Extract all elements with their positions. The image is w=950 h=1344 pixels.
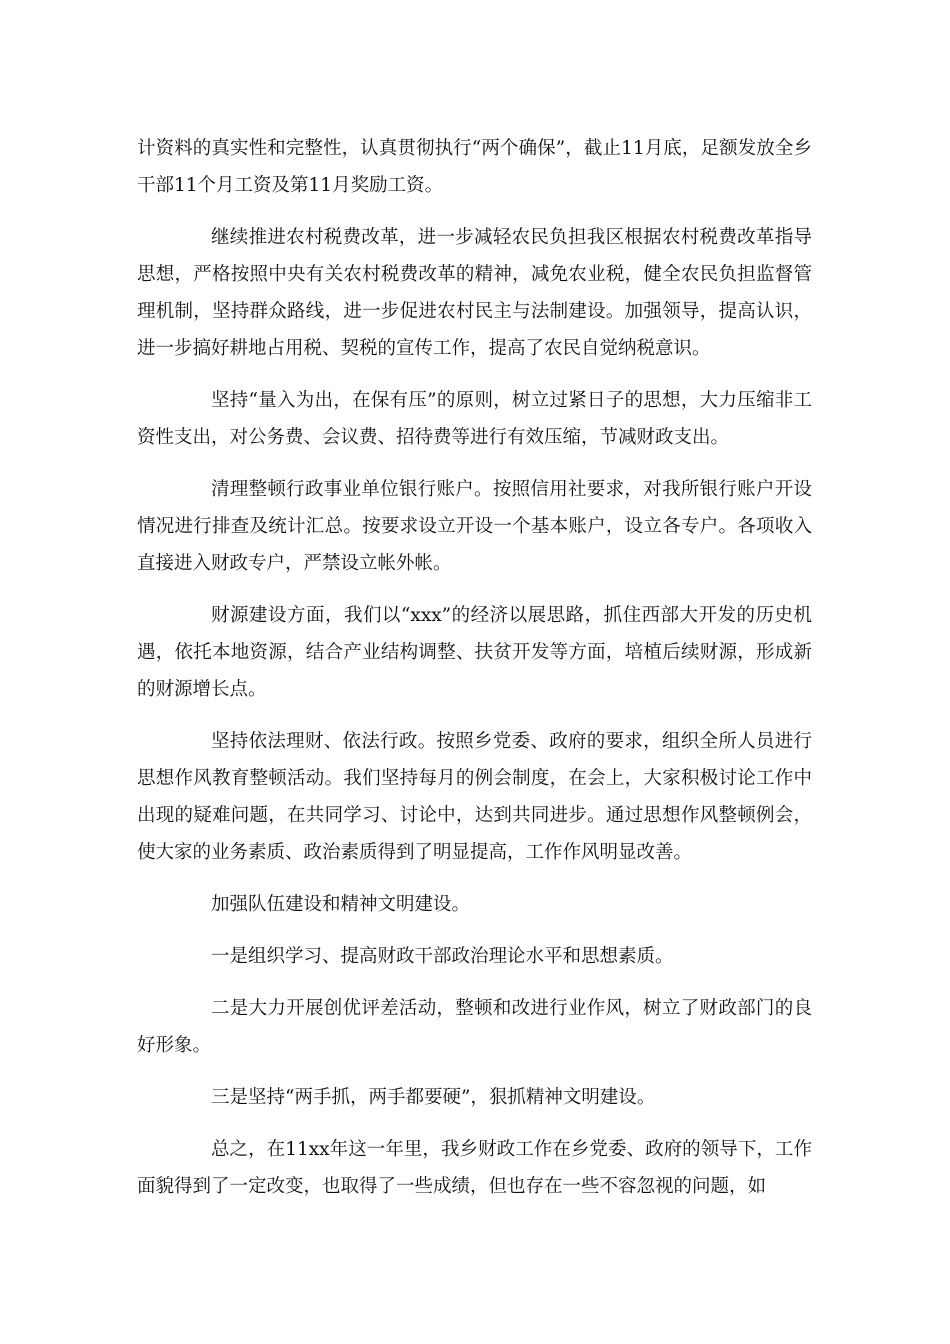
paragraph-bank-accounts: 清理整顿行政事业单位银行账户。按照信用社要求，对我所银行账户开设情况进行排查及统计汇总。按要求设立开设一个基本账户，设立各专户。各项收入直接进入财政专户，严禁设立帐外帐。: [137, 479, 812, 574]
paragraph-team-building: 加强队伍建设和精神文明建设。: [211, 894, 471, 915]
paragraph-point-one: 一是组织学习、提高财政干部政治理论水平和思想素质。: [211, 946, 674, 967]
paragraph-point-two: 二是大力开展创优评差活动，整顿和改进行业作风，树立了财政部门的良好形象。: [137, 998, 812, 1056]
paragraph-point-three: 三是坚持“两手抓，两手都要硬”，狠抓精神文明建设。: [211, 1087, 656, 1108]
paragraph-summary: 总之，在11xx年这一年里，我乡财政工作在乡党委、政府的领导下，工作面貌得到了一定改变，也取得了一些成绩，但也存在一些不容忽视的问题，如: [137, 1139, 812, 1197]
paragraph-continuation: 计资料的真实性和完整性，认真贯彻执行“两个确保”，截止11月底，足额发放全乡干部11个月工资及第11月奖励工资。: [137, 138, 812, 196]
document-body: [137, 130, 812, 1220]
paragraph-expenditure: 坚持“量入为出，在保有压”的原则，树立过紧日子的思想，大力压缩非工资性支出，对公务费、会议费、招待费等进行有效压缩，节减财政支出。: [137, 390, 812, 448]
paragraph-tax-reform: 继续推进农村税费改革，进一步减轻农民负担我区根据农村税费改革指导思想，严格按照中央有关农村税费改革的精神，减免农业税，健全农民负担监督管理机制，坚持群众路线，进一步促进农村民主与法制建设。加强领导，提高认识，进一步搞好耕地占用税、契税的宣传工作，提高了农民自觉纳税意识。: [137, 227, 812, 359]
paragraph-revenue-building: 财源建设方面，我们以“xxx”的经济以展思路，抓住西部大开发的历史机遇，依托本地资源，结合产业结构调整、扶贫开发等方面，培植后续财源，形成新的财源增长点。: [137, 605, 812, 700]
paragraph-rule-of-law: 坚持依法理财、依法行政。按照乡党委、政府的要求，组织全所人员进行思想作风教育整顿活动。我们坚持每月的例会制度，在会上，大家积极讨论工作中出现的疑难问题，在共同学习、讨论中，达到共同进步。通过思想作风整顿例会，使大家的业务素质、政治素质得到了明显提高，工作作风明显改善。: [137, 731, 812, 863]
